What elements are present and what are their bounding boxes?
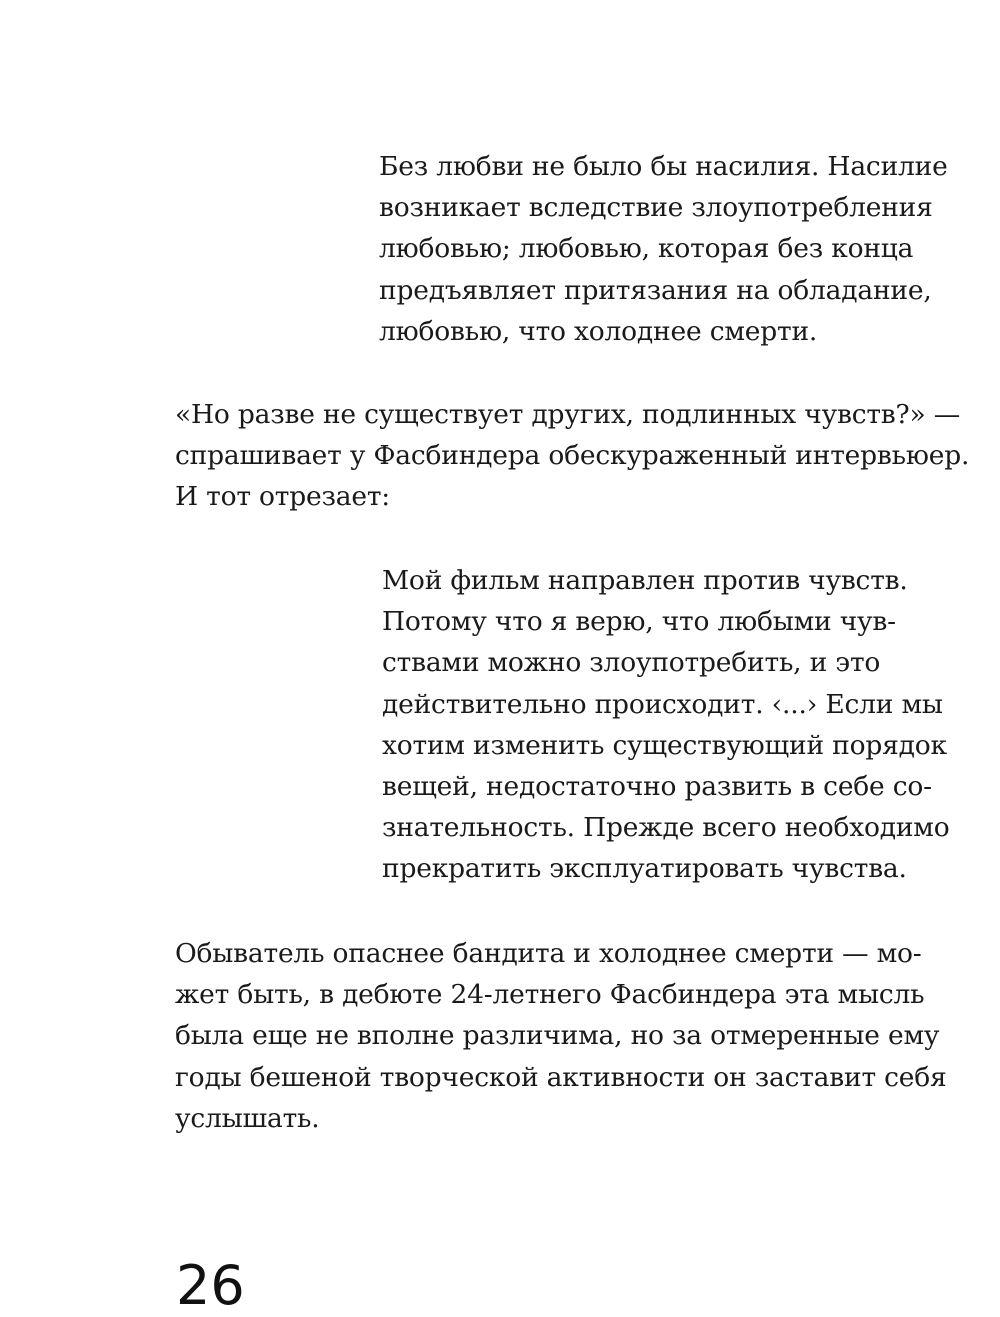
quote-line: Потому что я верю, что любыми чув- [382,606,896,638]
paragraph-line: годы бешеной творческой активности он заставит себя [175,1061,947,1093]
paragraph-philistine [175,933,947,1139]
paragraph-line: спрашивает у Фасбиндера обескураженный интервьюер. [175,440,970,472]
quote-line: любовью, что холоднее смерти. [379,315,818,347]
quote-line: Без любви не было бы насилия. Насилие [379,151,948,182]
quote-line: ствами можно злоупотребить, и это [382,647,881,679]
block-quote-against-feelings [382,560,949,890]
paragraph-line: жет быть, в дебюте 24-летнего Фасбиндера эта мысль [175,979,925,1011]
quote-line: Мой фильм направлен против чувств. [382,565,908,596]
quote-line: знательность. Прежде всего необходимо [382,812,950,844]
paragraph-line: И тот отрезает: [175,481,391,513]
paragraph-line: была еще не вполне различима, но за отмеренные ему [175,1020,940,1052]
quote-line: любовью; любовью, которая без конца [379,233,914,265]
quote-line: предъявляет притязания на обладание, [379,274,932,306]
block-quote-love-violence [379,146,948,352]
paragraph-line: услышать. [175,1102,320,1134]
paragraph-interview-question [175,394,969,518]
quote-line: хотим изменить существующий порядок [382,729,947,761]
paragraph-line: Обыватель опаснее бандита и холоднее смерти — мо- [175,938,922,969]
quote-line: вещей, недостаточно развить в себе со- [382,770,932,802]
quote-line: действительно происходит. ‹...› Если мы [382,688,943,720]
page-number: 26 [176,1254,245,1317]
quote-line: прекратить эксплуатировать чувства. [382,853,907,885]
quote-line: возникает вследствие злоупотребления [379,192,933,224]
paragraph-line: «Но разве не существует других, подлинных чувств?» — [175,399,961,430]
